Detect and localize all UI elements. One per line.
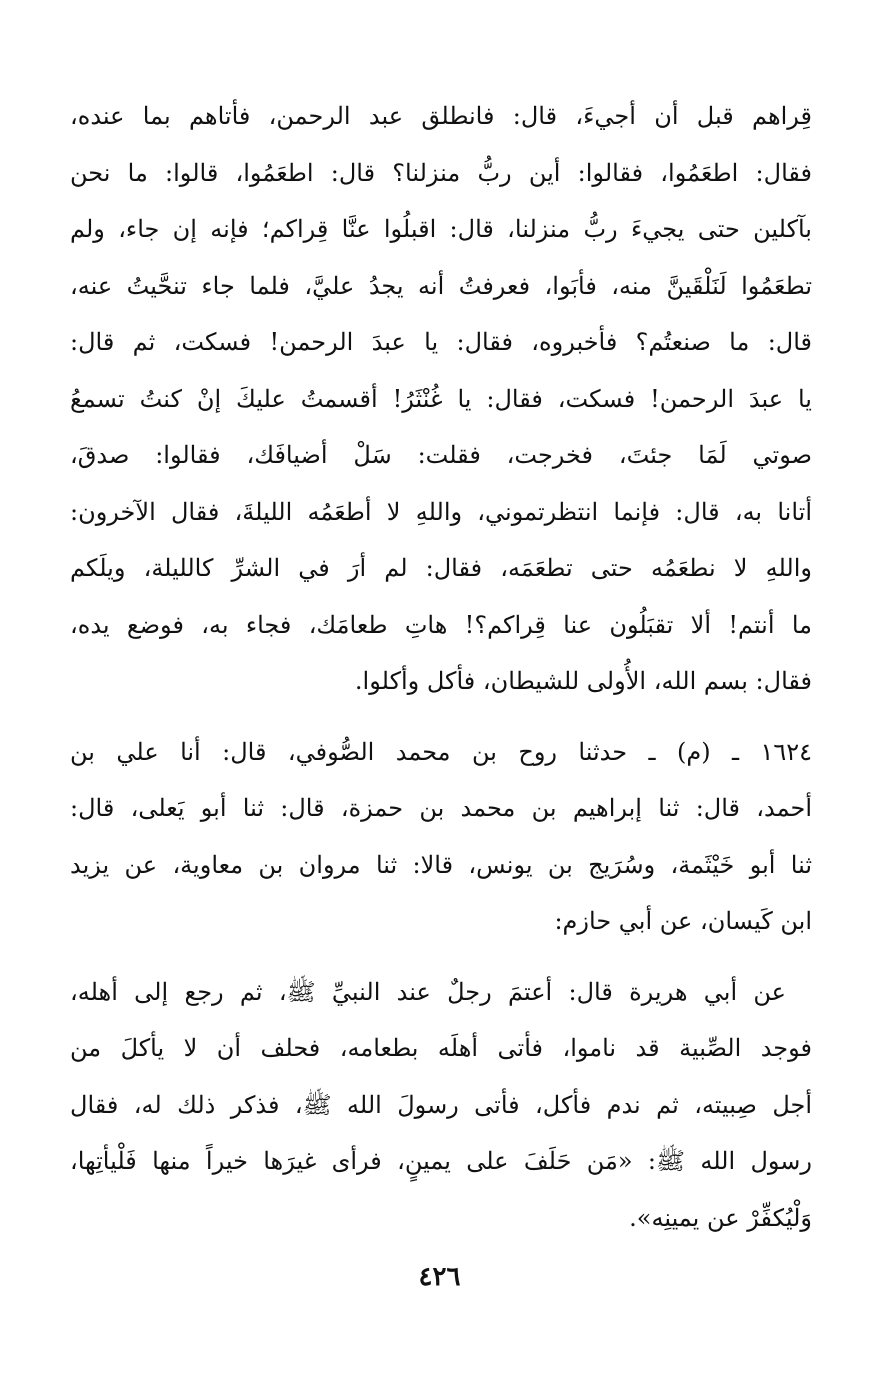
text-line: واللهِ لا نطعَمُه حتى تطعَمَه، فقال: لم أرَ في الشرِّ كالليلة، ويلَكم (70, 554, 812, 582)
paragraph-hadith-chain (70, 724, 812, 950)
text-line: وَلْيُكفِّرْ عن يمينِه». (629, 1203, 812, 1232)
paragraph-narrative (70, 88, 812, 710)
page-number: ٤٢٦ (418, 1262, 461, 1292)
text-line: فقال: بسم الله، الأُولى للشيطان، فأكل وأكلوا. (354, 667, 812, 695)
text-line: أجل صِبيته، ثم ندم فأكل، فأتى رسولَ الله ﷺ، فذكر ذلك له، فقال (70, 1090, 812, 1119)
text-line: ١٦٢٤ ـ (م) ـ حدثنا روح بن محمد الصُّوفي، قال: أنا علي بن (70, 737, 812, 766)
text-line: بآكلين حتى يجيءَ ربُّ منزلنا، قال: اقبلُوا عنَّا قِراكم؛ فإنه إن جاء، ولم (70, 215, 812, 243)
text-line: ابن كَيسان، عن أبي حازم: (554, 907, 812, 935)
text-line: يا عبدَ الرحمن! فسكت، فقال: يا غُنْثَرُ! أقسمتُ عليكَ إنْ كنتُ تسمعُ (70, 384, 812, 413)
text-line: عن أبي هريرة قال: أعتمَ رجلٌ عند النبيِّ ﷺ، ثم رجع إلى أهله، (70, 977, 786, 1006)
text-line: قال: ما صنعتُم؟ فأخبروه، فقال: يا عبدَ الرحمن! فسكت، ثم قال: (70, 328, 812, 356)
text-line: أحمد، قال: ثنا إبراهيم بن محمد بن حمزة، قال: ثنا أبو يَعلى، قال: (70, 794, 812, 822)
text-line: صوتي لَمَا جئتَ، فخرجت، فقلت: سَلْ أضيافَك، فقالوا: صدقَ، (70, 441, 812, 469)
text-line: رسول الله ﷺ: «مَن حَلَفَ على يمينٍ، فرأى غيرَها خيراً منها فَلْيأتِها، (70, 1147, 812, 1175)
text-line: ثنا أبو خَيْثَمة، وسُرَيج بن يونس، قالا: ثنا مروان بن معاوية، عن يزيد (70, 850, 812, 879)
text-line: تطعَمُوا لَنَلْقَينَّ منه، فأبَوا، فعرفتُ أنه يجدُ عليَّ، فلما جاء تنحَّيتُ عنه، (70, 271, 812, 300)
text-line: أتانا به، قال: فإنما انتظرتموني، واللهِ لا أطعَمُه الليلةَ، فقال الآخرون: (70, 497, 812, 526)
text-line: فوجد الصِّبية قد ناموا، فأتى أهلَه بطعامه، فحلف أن لا يأكلَ من (70, 1034, 812, 1062)
text-line: ما أنتم! ألا تقبَلُون عنا قِراكم؟! هاتِ طعامَك، فجاء به، فوضع يده، (70, 610, 812, 639)
text-line: قِراهم قبل أن أجيءَ، قال: فانطلق عبد الرحمن، فأتاهم بما عنده، (70, 102, 812, 130)
page-body (70, 88, 812, 1246)
paragraph-hadith-text (70, 964, 812, 1247)
text-line: فقال: اطعَمُوا، فقالوا: أين ربُّ منزلنا؟ قال: اطعَمُوا، قالوا: ما نحن (70, 158, 812, 187)
